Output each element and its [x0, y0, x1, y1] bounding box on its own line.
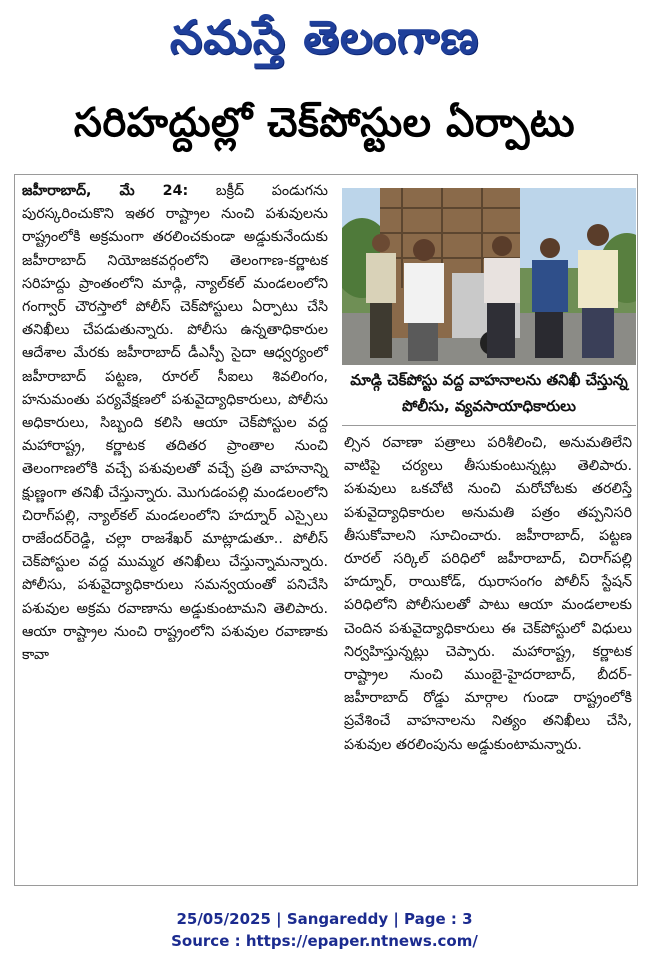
masthead	[0, 0, 649, 86]
news-photo	[342, 188, 636, 365]
footer-source-link[interactable]: Source : https://epaper.ntnews.com/	[171, 932, 478, 950]
article-right-column	[344, 432, 632, 757]
caption-divider	[342, 425, 636, 426]
page-footer	[0, 908, 649, 952]
photo-caption: మాడ్గి చెక్‌పోస్టు వద్ద వాహనాలను తనిఖీ చేస్తున్న పోలీసు, వ్యవసాయాధికారులు	[350, 371, 628, 415]
article-left-column	[22, 180, 328, 667]
newspaper-logo: నమస్తే తెలంగాణ	[169, 10, 480, 64]
dateline: జహీరాబాద్, మే 24:	[22, 183, 189, 199]
article-headline: సరిహద్దుల్లో చెక్‌పోస్టుల ఏర్పాటు	[73, 100, 576, 146]
left-column-text: బక్రీద్ పండుగను పురస్కరించుకొని ఇతర రాష్ట్రాల నుంచి పశువులను రాష్ట్రంలోకి అక్రమంగా తరలించకుండా అడ్డుకునేందుకు జహీరాబాద్ నియోజకవర్గంలోని తెలంగాణ-కర్ణాటక సరిహద్దు ప్రాంతంలోని మాడ్గి, న్యాల్‌కల్ మండలంలోని గంగ్వార్ చౌరస్తాలో పోలీస్ చెక్‌పోస్టులు ఏర్పాటు చేసి తనిఖీలు చేపడుతున్నారు. పోలీసు ఉన్నతాధికారుల ఆదేశాల మేరకు జహీరాబాద్ డీఎస్పీ సైదా ఆధ్వర్యంలో జహీరాబాద్ పట్టణ, రూరల్ సీఐలు శివలింగం, హనుమంతు పర్యవేక్షణలో పశువైద్యాధికారులు, పోలీసు అధికారులు, సిబ్బంది కలిసి ఆయా చెక్‌పోస్టుల వద్ద మహారాష్ట్ర, కర్ణాటక తదితర ప్రాంతాల నుంచి తెలంగాణలోకి వచ్చే పశువులతో వచ్చే ప్రతి వాహనాన్ని క్షుణ్ణంగా తనిఖీ చేస్తున్నారు. మొగుడంపల్లి మండలంలోని చిరాగ్‌పల్లి, న్యాల్‌కల్ మండలంలోని హద్నూర్ ఎస్సైలు రాజేందర్‌రెడ్డి, చల్లా రాజశేఖర్ మాట్లాడుతూ.. పోలీస్ చెక్‌పోస్టుల వద్ద ముమ్మర తనిఖీలు చేస్తున్నామన్నారు. పోలీసు, పశువైద్యాధికారులు సమన్వయంతో పనిచేసి పశువుల అక్రమ రవాణాను అడ్డుకుంటామని తెలిపారు. ఆయా రాష్ట్రాల నుంచి రాష్ట్రంలోని పశువుల రవాణాకు కావా	[22, 183, 328, 664]
right-column-text: ల్సిన రవాణా పత్రాలు పరిశీలించి, అనుమతిలేని వాటిపై చర్యలు తీసుకుంటున్నట్లు తెలిపారు. పశువులు ఒకచోటి నుంచి మరోచోటకు తరలిస్తే పశువైద్యాధికారుల అనుమతి పత్రం తప్పనిసరి తీసుకోవాలని సూచించారు. జహీరాబాద్, పట్టణ రూరల్ సర్కిల్ పరిధిలో జహీరాబాద్, చిరాగ్‌పల్లి హద్నూర్, రాయికోడ్, ఝరాసంగం పోలీస్ స్టేషన్ పరిధిలోని పోలీసులతో పాటు ఆయా మండలాలకు చెందిన పశువైద్యాధికారులు ఈ చెక్‌పోస్టులో విధులు నిర్వహిస్తున్నట్లు చెప్పారు. మహారాష్ట్ర, కర్ణాటక రాష్ట్రాల నుంచి ముంబై-హైదరాబాద్, బీదర్-జహీరాబాద్ రోడ్డు మార్గాల గుండా రాష్ట్రంలోకి ప్రవేశించే వాహనాలను నిత్యం తనిఖీలు చేసి, పశువుల తరలింపును అడ్డుకుంటామన్నారు.	[344, 435, 632, 753]
footer-edition-info: 25/05/2025 | Sangareddy | Page : 3	[176, 910, 473, 928]
checkpost-photo-illustration	[342, 188, 636, 365]
